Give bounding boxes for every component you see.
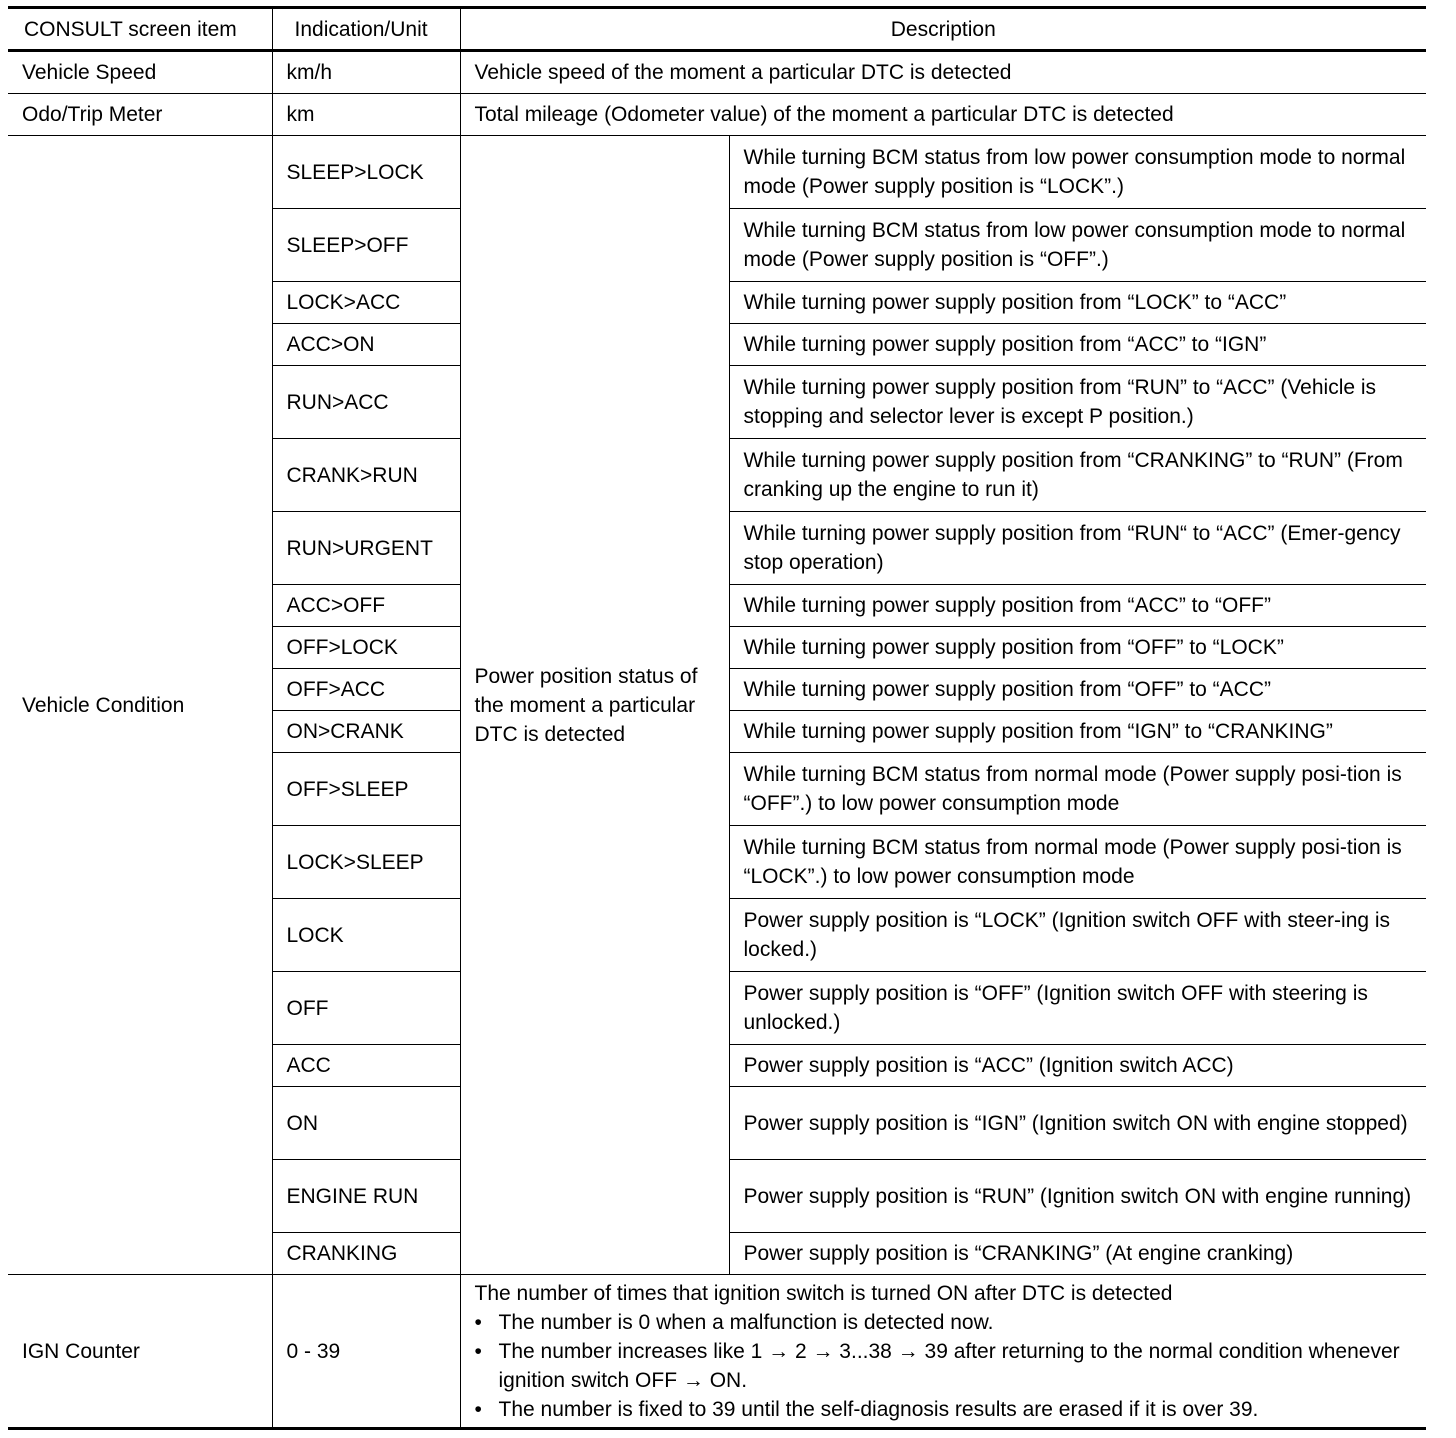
- description-vc: While turning power supply position from “ACC” to “OFF”: [729, 585, 1426, 627]
- indication-vc: ACC: [272, 1045, 460, 1087]
- indication-vc: LOCK>SLEEP: [272, 826, 460, 899]
- description-vc: While turning power supply position from “RUN“ to “ACC” (Emer-gency stop operation): [729, 512, 1426, 585]
- description-vc: While turning BCM status from low power consumption mode to normal mode (Power supply position is “LOCK”.): [729, 136, 1426, 209]
- indication-vc: ON>CRANK: [272, 711, 460, 753]
- description-vc: Power supply position is “RUN” (Ignition switch ON with engine running): [729, 1160, 1426, 1233]
- description-vc: While turning BCM status from low power consumption mode to normal mode (Power supply position is “OFF”.): [729, 209, 1426, 282]
- ign-counter-bullet-list: [475, 1308, 1413, 1424]
- description-vc: Power supply position is “LOCK” (Ignition switch OFF with steer-ing is locked.): [729, 899, 1426, 972]
- table-row-vc-0: [8, 136, 1426, 209]
- indication-vc: SLEEP>OFF: [272, 209, 460, 282]
- description-vc: While turning power supply position from “ACC” to “IGN”: [729, 324, 1426, 366]
- item-ign-counter: IGN Counter: [8, 1275, 272, 1429]
- description-vc: While turning power supply position from “LOCK” to “ACC”: [729, 282, 1426, 324]
- indication-vc: OFF: [272, 972, 460, 1045]
- indication-vc: ACC>ON: [272, 324, 460, 366]
- unit-ign-counter: 0 - 39: [272, 1275, 460, 1429]
- indication-vc: OFF>SLEEP: [272, 753, 460, 826]
- header-consult-screen-item: CONSULT screen item: [8, 8, 272, 51]
- table-row-odo-trip: [8, 94, 1426, 136]
- indication-vc: ACC>OFF: [272, 585, 460, 627]
- header-row: [8, 8, 1426, 51]
- description-odo-trip-meter: Total mileage (Odometer value) of the moment a particular DTC is detected: [460, 94, 1426, 136]
- item-vehicle-condition: Vehicle Condition: [8, 136, 272, 1275]
- indication-vc: SLEEP>LOCK: [272, 136, 460, 209]
- indication-vc: CRANK>RUN: [272, 439, 460, 512]
- description-vc: Power supply position is “CRANKING” (At engine cranking): [729, 1233, 1426, 1275]
- unit-vehicle-speed: km/h: [272, 51, 460, 94]
- description-vc: While turning BCM status from normal mode (Power supply posi-tion is “OFF”.) to low power consumption mode: [729, 753, 1426, 826]
- item-odo-trip-meter: Odo/Trip Meter: [8, 94, 272, 136]
- bullet-item: • The number increases like 1 → 2 → 3...38 → 39 after returning to the normal condition whenever ignition switch OFF → ON.: [475, 1337, 1413, 1395]
- description-vc: While turning power supply position from “CRANKING” to “RUN” (From cranking up the engine to run it): [729, 439, 1426, 512]
- indication-vc: CRANKING: [272, 1233, 460, 1275]
- indication-vc: LOCK>ACC: [272, 282, 460, 324]
- header-indication-unit: Indication/Unit: [272, 8, 460, 51]
- description-vehicle-condition-summary: Power position status of the moment a particular DTC is detected: [460, 136, 729, 1275]
- indication-vc: RUN>ACC: [272, 366, 460, 439]
- indication-vc: ENGINE RUN: [272, 1160, 460, 1233]
- description-vehicle-speed: Vehicle speed of the moment a particular DTC is detected: [460, 51, 1426, 94]
- header-description: Description: [460, 8, 1426, 51]
- description-vc: While turning power supply position from “IGN” to “CRANKING”: [729, 711, 1426, 753]
- description-vc: While turning power supply position from “RUN” to “ACC” (Vehicle is stopping and selector lever is except P position.): [729, 366, 1426, 439]
- description-vc: While turning BCM status from normal mode (Power supply posi-tion is “LOCK”.) to low power consumption mode: [729, 826, 1426, 899]
- description-vc: While turning power supply position from “OFF” to “LOCK”: [729, 627, 1426, 669]
- consult-data-table: [8, 6, 1426, 1430]
- description-vc: Power supply position is “IGN” (Ignition switch ON with engine stopped): [729, 1087, 1426, 1160]
- description-vc: While turning power supply position from “OFF” to “ACC”: [729, 669, 1426, 711]
- indication-vc: OFF>ACC: [272, 669, 460, 711]
- description-vc: Power supply position is “OFF” (Ignition switch OFF with steering is unlocked.): [729, 972, 1426, 1045]
- table-row-ign-counter: [8, 1275, 1426, 1429]
- bullet-item: • The number is fixed to 39 until the self-diagnosis results are erased if it is over 39.: [475, 1395, 1413, 1424]
- indication-vc: RUN>URGENT: [272, 512, 460, 585]
- description-ign-counter: [460, 1275, 1426, 1429]
- item-vehicle-speed: Vehicle Speed: [8, 51, 272, 94]
- indication-vc: ON: [272, 1087, 460, 1160]
- bullet-item: • The number is 0 when a malfunction is detected now.: [475, 1308, 1413, 1337]
- description-vc: Power supply position is “ACC” (Ignition switch ACC): [729, 1045, 1426, 1087]
- indication-vc: LOCK: [272, 899, 460, 972]
- ign-counter-intro: The number of times that ignition switch is turned ON after DTC is detected: [474, 1281, 1173, 1305]
- indication-vc: OFF>LOCK: [272, 627, 460, 669]
- unit-odo-trip-meter: km: [272, 94, 460, 136]
- table-row-vehicle-speed: [8, 51, 1426, 94]
